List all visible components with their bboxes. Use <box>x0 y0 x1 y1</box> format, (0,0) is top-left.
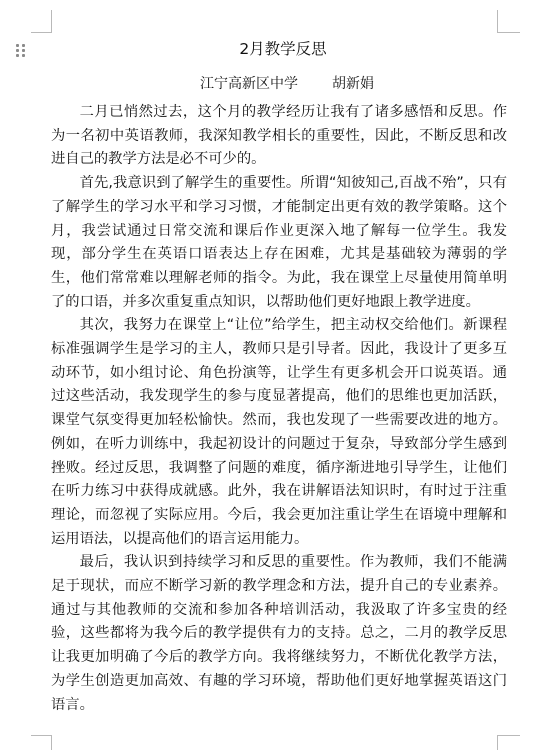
document-page <box>51 36 507 717</box>
school-name: 江宁高新区中学 <box>200 76 298 92</box>
document-body <box>51 101 507 717</box>
crop-mark-bottom-left <box>31 735 52 750</box>
paragraph-intro: 二月已悄然过去，这个月的教学经历让我有了诸多感悟和反思。作为一名初中英语教师，我深知教学相长的重要性，因此，不断反思和改进自己的教学方法是必不可少的。 <box>51 104 507 168</box>
paragraph-first: 首先,我意识到了解学生的重要性。所谓“知彼知己,百战不殆”，只有了解学生的学习水平和学习习惯，才能制定出更有效的教学策略。这个月，我尝试通过日常交流和课后作业更深入地了解每一位学生。我发现，部分学生在英语口语表达上存在困难，尤其是基础较为薄弱的学生，他们常常难以理解老师的指令。为此，我在课堂上尽量使用简单明了的口语，并多次重复重点知识，以帮助他们更好地跟上教学进度。 <box>51 175 507 310</box>
paragraph-last: 最后，我认识到持续学习和反思的重要性。作为教师，我们不能满足于现状，而应不断学习新的教学理念和方法，提升自己的专业素养。通过与其他教师的交流和参加各种培训活动，我汲取了许多宝贵的经验，这些都将为我今后的教学提供有力的支持。总之，二月的教学反思让我更加明确了今后的教学方向。我将继续努力，不断优化教学方法，为学生创造更加高效、有趣的学习环境，帮助他们更好地掌握英语这门语言。 <box>51 554 507 713</box>
paragraph-second: 其次，我努力在课堂上“让位”给学生，把主动权交给他们。新课程标准强调学生是学习的主人，教师只是引导者。因此，我设计了更多互动环节，如小组讨论、角色扮演等，让学生有更多机会开口说英语。通过这些活动，我发现学生的参与度显著提高，他们的思维也更加活跃，课堂气氛变得更加轻松愉快。然而，我也发现了一些需要改进的地方。例如，在听力训练中，我起初设计的问题过于复杂，导致部分学生感到挫败。经过反思，我调整了问题的难度，循序渐进地引导学生，让他们在听力练习中获得成就感。此外，我在讲解语法知识时，有时过于注重理论，而忽视了实际应用。今后，我会更加注重让学生在语境中理解和运用语法，以提高他们的语言运用能力。 <box>51 317 507 547</box>
document-title: 2月教学反思 <box>239 40 327 58</box>
crop-mark-top-right <box>497 10 520 33</box>
crop-mark-bottom-right <box>497 735 520 750</box>
byline <box>51 71 507 97</box>
author-name: 胡新娟 <box>332 76 374 92</box>
drag-handle-icon[interactable] <box>16 44 26 58</box>
crop-mark-top-left <box>31 10 52 33</box>
